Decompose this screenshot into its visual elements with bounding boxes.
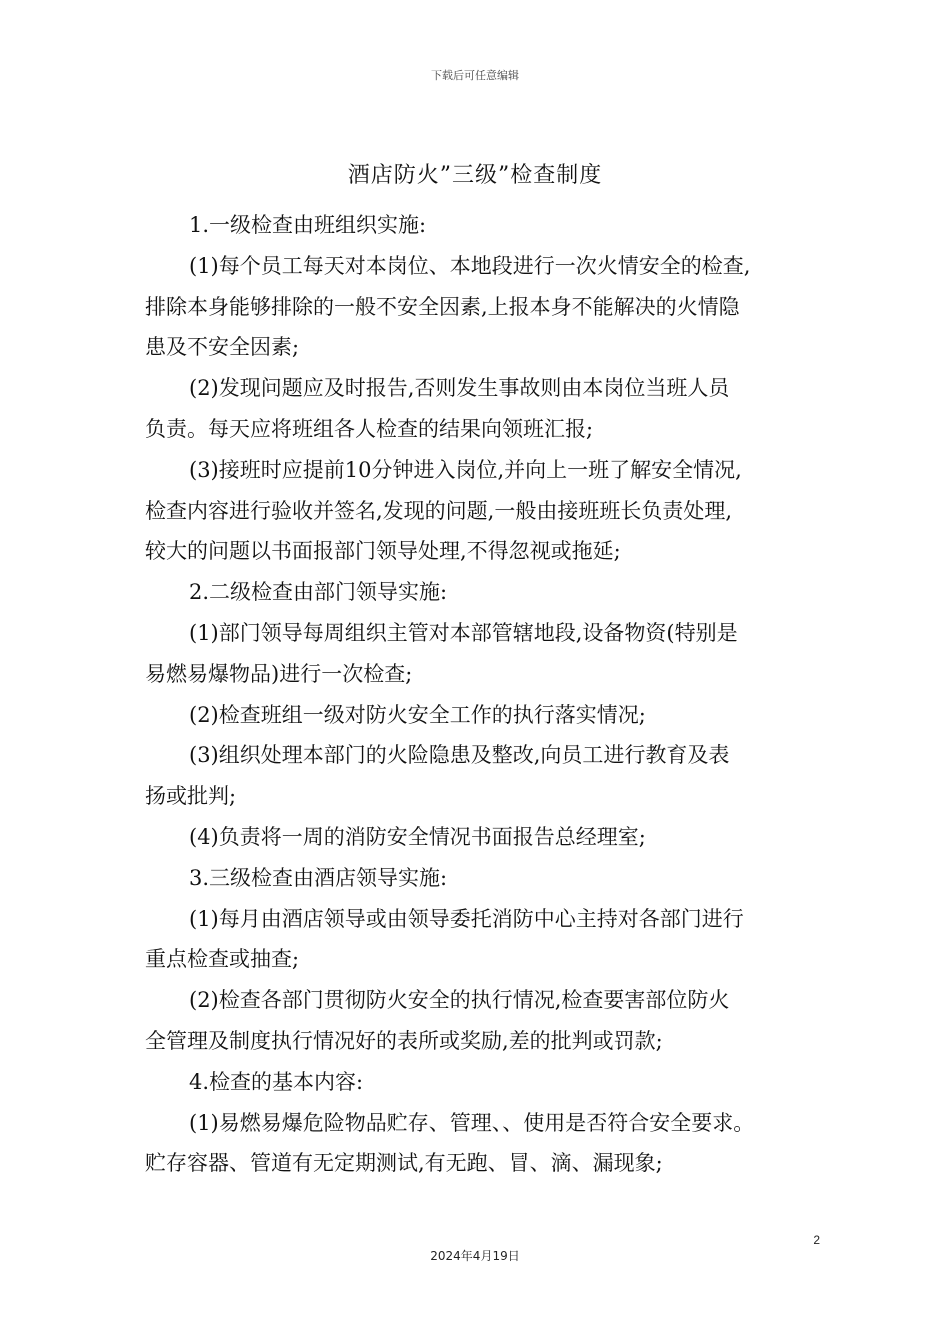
body-line: 重点检查或抽查; — [145, 947, 300, 972]
body-line: 排除本身能够排除的一般不安全因素,上报本身不能解决的火情隐 — [145, 294, 740, 319]
body-line: 检查内容进行验收并签名,发现的问题,一般由接班班长负责处理, — [145, 498, 733, 523]
body-line: (1)每个员工每天对本岗位、本地段进行一次火情安全的检查, — [189, 253, 751, 278]
body-line: 2.二级检查由部门领导实施: — [189, 580, 448, 605]
body-line: (3)接班时应提前10分钟进入岗位,并向上一班了解安全情况, — [189, 457, 742, 482]
body-line: 较大的问题以书面报部门领导处理,不得忽视或拖延; — [145, 539, 621, 564]
document-body — [145, 205, 825, 1184]
body-line: (2)发现问题应及时报告,否则发生事故则由本岗位当班人员 — [189, 376, 730, 401]
body-line: 负责。每天应将班组各人检查的结果向领班汇报; — [145, 416, 594, 441]
page-footer-date: 2024年4月19日 — [430, 1249, 520, 1263]
body-line: 全管理及制度执行情况好的表所或奖励,差的批判或罚款; — [145, 1028, 663, 1053]
body-line: 3.三级检查由酒店领导实施: — [189, 865, 448, 890]
body-line: (2)检查各部门贯彻防火安全的执行情况,检查要害部位防火 — [189, 988, 730, 1013]
body-line: 易燃易爆物品)进行一次检查; — [145, 661, 413, 686]
page-header: 下载后可任意编辑 — [431, 69, 519, 82]
body-line: (1)部门领导每周组织主管对本部管辖地段,设备物资(特别是 — [189, 620, 738, 645]
body-line: 4.检查的基本内容: — [189, 1069, 364, 1094]
body-line: 贮存容器、管道有无定期测试,有无跑、冒、滴、漏现象; — [145, 1151, 663, 1176]
body-line: (1)每月由酒店领导或由领导委托消防中心主持对各部门进行 — [189, 906, 744, 931]
body-line: 扬或批判; — [145, 784, 237, 809]
body-line: 患及不安全因素; — [145, 335, 300, 360]
body-line: (3)组织处理本部门的火险隐患及整改,向员工进行教育及表 — [189, 743, 730, 768]
body-line: (2)检查班组一级对防火安全工作的执行落实情况; — [189, 702, 646, 727]
page-number: 2 — [813, 1233, 820, 1247]
body-line: (4)负责将一周的消防安全情况书面报告总经理室; — [189, 824, 646, 849]
body-line: (1)易燃易爆危险物品贮存、管理、、使用是否符合安全要求。 — [189, 1110, 755, 1135]
document-title: 酒店防火”三级”检查制度 — [347, 163, 603, 188]
body-line: 1.一级检查由班组织实施: — [189, 213, 427, 237]
